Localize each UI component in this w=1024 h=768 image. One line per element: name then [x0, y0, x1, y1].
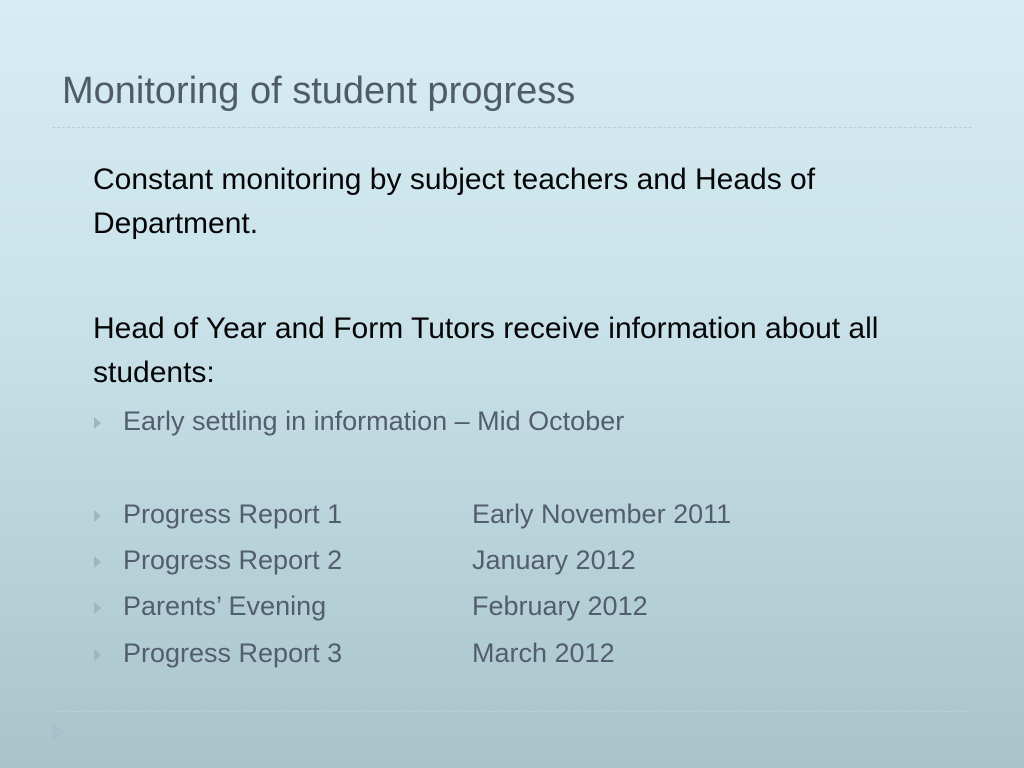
- bullet-date: February 2012: [472, 591, 648, 621]
- bullet-arrow-icon: [94, 649, 101, 661]
- next-slide-icon[interactable]: [52, 722, 65, 742]
- bullet-arrow-icon: [94, 556, 101, 568]
- bullet-date: Early November 2011: [472, 499, 732, 529]
- bullet-date: March 2012: [472, 638, 615, 668]
- footer-divider: [52, 711, 972, 712]
- bullet-label: Parents’ Evening: [123, 591, 327, 621]
- bullet-label: Early settling in information – Mid October: [123, 406, 625, 436]
- slide-title: Monitoring of student progress: [62, 70, 576, 112]
- title-divider: [52, 127, 972, 128]
- bullet-label: Progress Report 1: [123, 499, 343, 529]
- bullet-arrow-icon: [94, 602, 101, 614]
- bullet-date: January 2012: [472, 545, 636, 575]
- bullet-arrow-icon: [94, 510, 101, 522]
- bullet-arrow-icon: [94, 417, 101, 429]
- paragraph-head-of-year: Head of Year and Form Tutors receive information about all students:: [93, 312, 879, 389]
- paragraph-monitoring: Constant monitoring by subject teachers and Heads of Department.: [93, 163, 816, 240]
- bullet-label: Progress Report 2: [123, 545, 343, 575]
- bullet-label: Progress Report 3: [123, 638, 343, 668]
